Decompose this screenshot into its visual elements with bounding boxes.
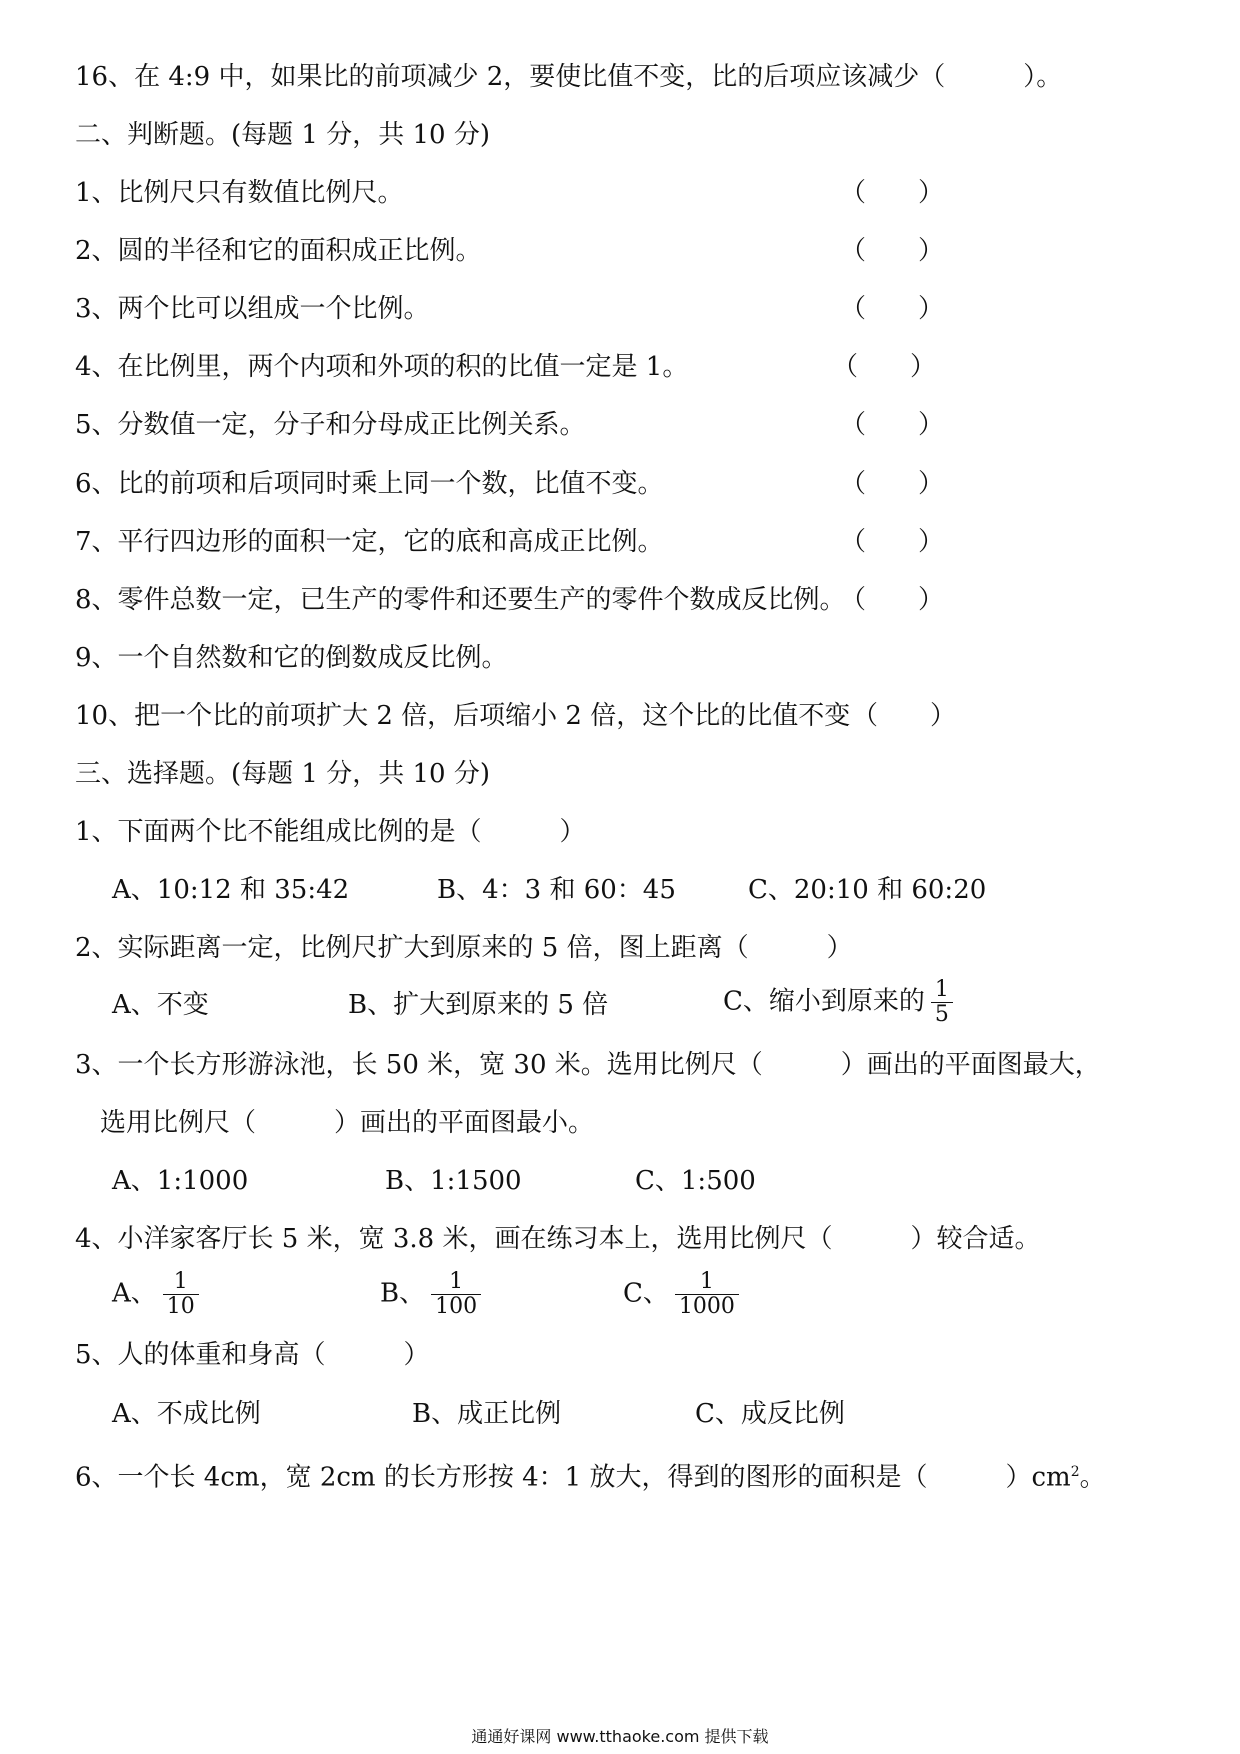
choice-3-option-c[interactable]: C、1:500 xyxy=(635,1166,756,1196)
fraction-numerator: 1 xyxy=(699,1269,714,1294)
judge-item-2: 2、圆的半径和它的面积成正比例。 xyxy=(75,236,482,266)
answer-paren-1[interactable]: （ ） xyxy=(840,178,945,208)
fraction-denominator: 5 xyxy=(931,1002,953,1027)
choice-1-option-b[interactable]: B、4：3 和 60：45 xyxy=(437,875,676,905)
page-footer: 通通好课网 www.tthaoke.com 提供下载 xyxy=(471,1727,769,1746)
judge-item-3: 3、两个比可以组成一个比例。 xyxy=(75,294,430,324)
choice-4-option-a[interactable] xyxy=(112,1270,199,1319)
choice-question-3-line-1: 3、一个长方形游泳池，长 50 米，宽 30 米。选用比例尺（ ）画出的平面图最大， xyxy=(75,1050,1101,1080)
judge-item-9: 9、一个自然数和它的倒数成反比例。 xyxy=(75,643,508,673)
choice-2-option-a[interactable]: A、不变 xyxy=(112,990,209,1020)
choice-2-option-b[interactable]: B、扩大到原来的 5 倍 xyxy=(348,990,609,1020)
answer-paren-2[interactable]: （ ） xyxy=(840,236,945,266)
choice-4-option-b-label: B、 xyxy=(380,1278,426,1309)
one-hundredth-fraction xyxy=(431,1270,481,1319)
fraction-numerator: 1 xyxy=(934,977,949,1002)
fraction-denominator: 10 xyxy=(163,1294,199,1319)
fraction-denominator: 1000 xyxy=(675,1294,739,1319)
choice-5-option-b[interactable]: B、成正比例 xyxy=(412,1399,562,1429)
section-2-title: 二、判断题。(每题 1 分，共 10 分) xyxy=(75,120,490,150)
judge-item-4: 4、在比例里，两个内项和外项的积的比值一定是 1。 xyxy=(75,352,689,382)
answer-paren-10[interactable]: （ ） xyxy=(852,701,957,731)
choice-2-option-c[interactable] xyxy=(723,978,953,1027)
judge-item-7: 7、平行四边形的面积一定，它的底和高成正比例。 xyxy=(75,527,664,557)
choice-question-2: 2、实际距离一定，比例尺扩大到原来的 5 倍，图上距离（ ） xyxy=(75,933,853,963)
choice-question-5: 5、人的体重和身高（ ） xyxy=(75,1340,430,1370)
judge-item-6: 6、比的前项和后项同时乘上同一个数，比值不变。 xyxy=(75,469,664,499)
answer-paren-7[interactable]: （ ） xyxy=(840,527,945,557)
choice-question-1: 1、下面两个比不能组成比例的是（ ） xyxy=(75,817,586,847)
one-fifth-fraction xyxy=(931,978,953,1027)
choice-3-option-a[interactable]: A、1:1000 xyxy=(112,1166,249,1196)
answer-paren-8[interactable]: （ ） xyxy=(840,585,945,615)
judge-item-8: 8、零件总数一定，已生产的零件和还要生产的零件个数成反比例。 xyxy=(75,585,846,615)
section-3-title: 三、选择题。(每题 1 分，共 10 分) xyxy=(75,759,490,789)
choice-1-option-a[interactable]: A、10:12 和 35:42 xyxy=(112,875,350,905)
one-thousandth-fraction xyxy=(675,1270,739,1319)
fraction-denominator: 100 xyxy=(431,1294,481,1319)
choice-question-4: 4、小洋家客厅长 5 米，宽 3.8 米，画在练习本上，选用比例尺（ ）较合适。 xyxy=(75,1224,1041,1254)
answer-paren-5[interactable]: （ ） xyxy=(840,410,945,440)
squared-superscript: 2 xyxy=(1070,1464,1080,1480)
choice-2-option-c-label: C、缩小到原来的 xyxy=(723,986,925,1017)
choice-4-option-b[interactable] xyxy=(380,1270,481,1319)
answer-paren-4[interactable]: （ ） xyxy=(832,352,937,382)
choice-question-6-end: 。 xyxy=(1079,1462,1106,1493)
choice-5-option-a[interactable]: A、不成比例 xyxy=(112,1399,261,1429)
answer-paren-6[interactable]: （ ） xyxy=(840,469,945,499)
choice-question-3-line-2: 选用比例尺（ ）画出的平面图最小。 xyxy=(100,1108,595,1138)
judge-item-1: 1、比例尺只有数值比例尺。 xyxy=(75,178,404,208)
choice-4-option-a-label: A、 xyxy=(112,1278,157,1309)
choice-4-option-c-label: C、 xyxy=(623,1278,669,1309)
choice-3-option-b[interactable]: B、1:1500 xyxy=(385,1166,522,1196)
judge-item-10: 10、把一个比的前项扩大 2 倍，后项缩小 2 倍，这个比的比值不变 xyxy=(75,701,851,731)
question-16: 16、在 4:9 中，如果比的前项减少 2，要使比值不变，比的后项应该减少（ ）。 xyxy=(75,62,1063,92)
choice-4-option-c[interactable] xyxy=(623,1270,739,1319)
fraction-numerator: 1 xyxy=(173,1269,188,1294)
choice-5-option-c[interactable]: C、成反比例 xyxy=(695,1399,845,1429)
choice-1-option-c[interactable]: C、20:10 和 60:20 xyxy=(748,875,987,905)
answer-paren-3[interactable]: （ ） xyxy=(840,294,945,324)
choice-question-6 xyxy=(75,1455,1106,1495)
one-tenth-fraction xyxy=(163,1270,199,1319)
choice-question-6-text: 6、一个长 4cm，宽 2cm 的长方形按 4：1 放大，得到的图形的面积是（ ）cm xyxy=(75,1462,1071,1493)
fraction-numerator: 1 xyxy=(449,1269,464,1294)
judge-item-5: 5、分数值一定，分子和分母成正比例关系。 xyxy=(75,410,586,440)
